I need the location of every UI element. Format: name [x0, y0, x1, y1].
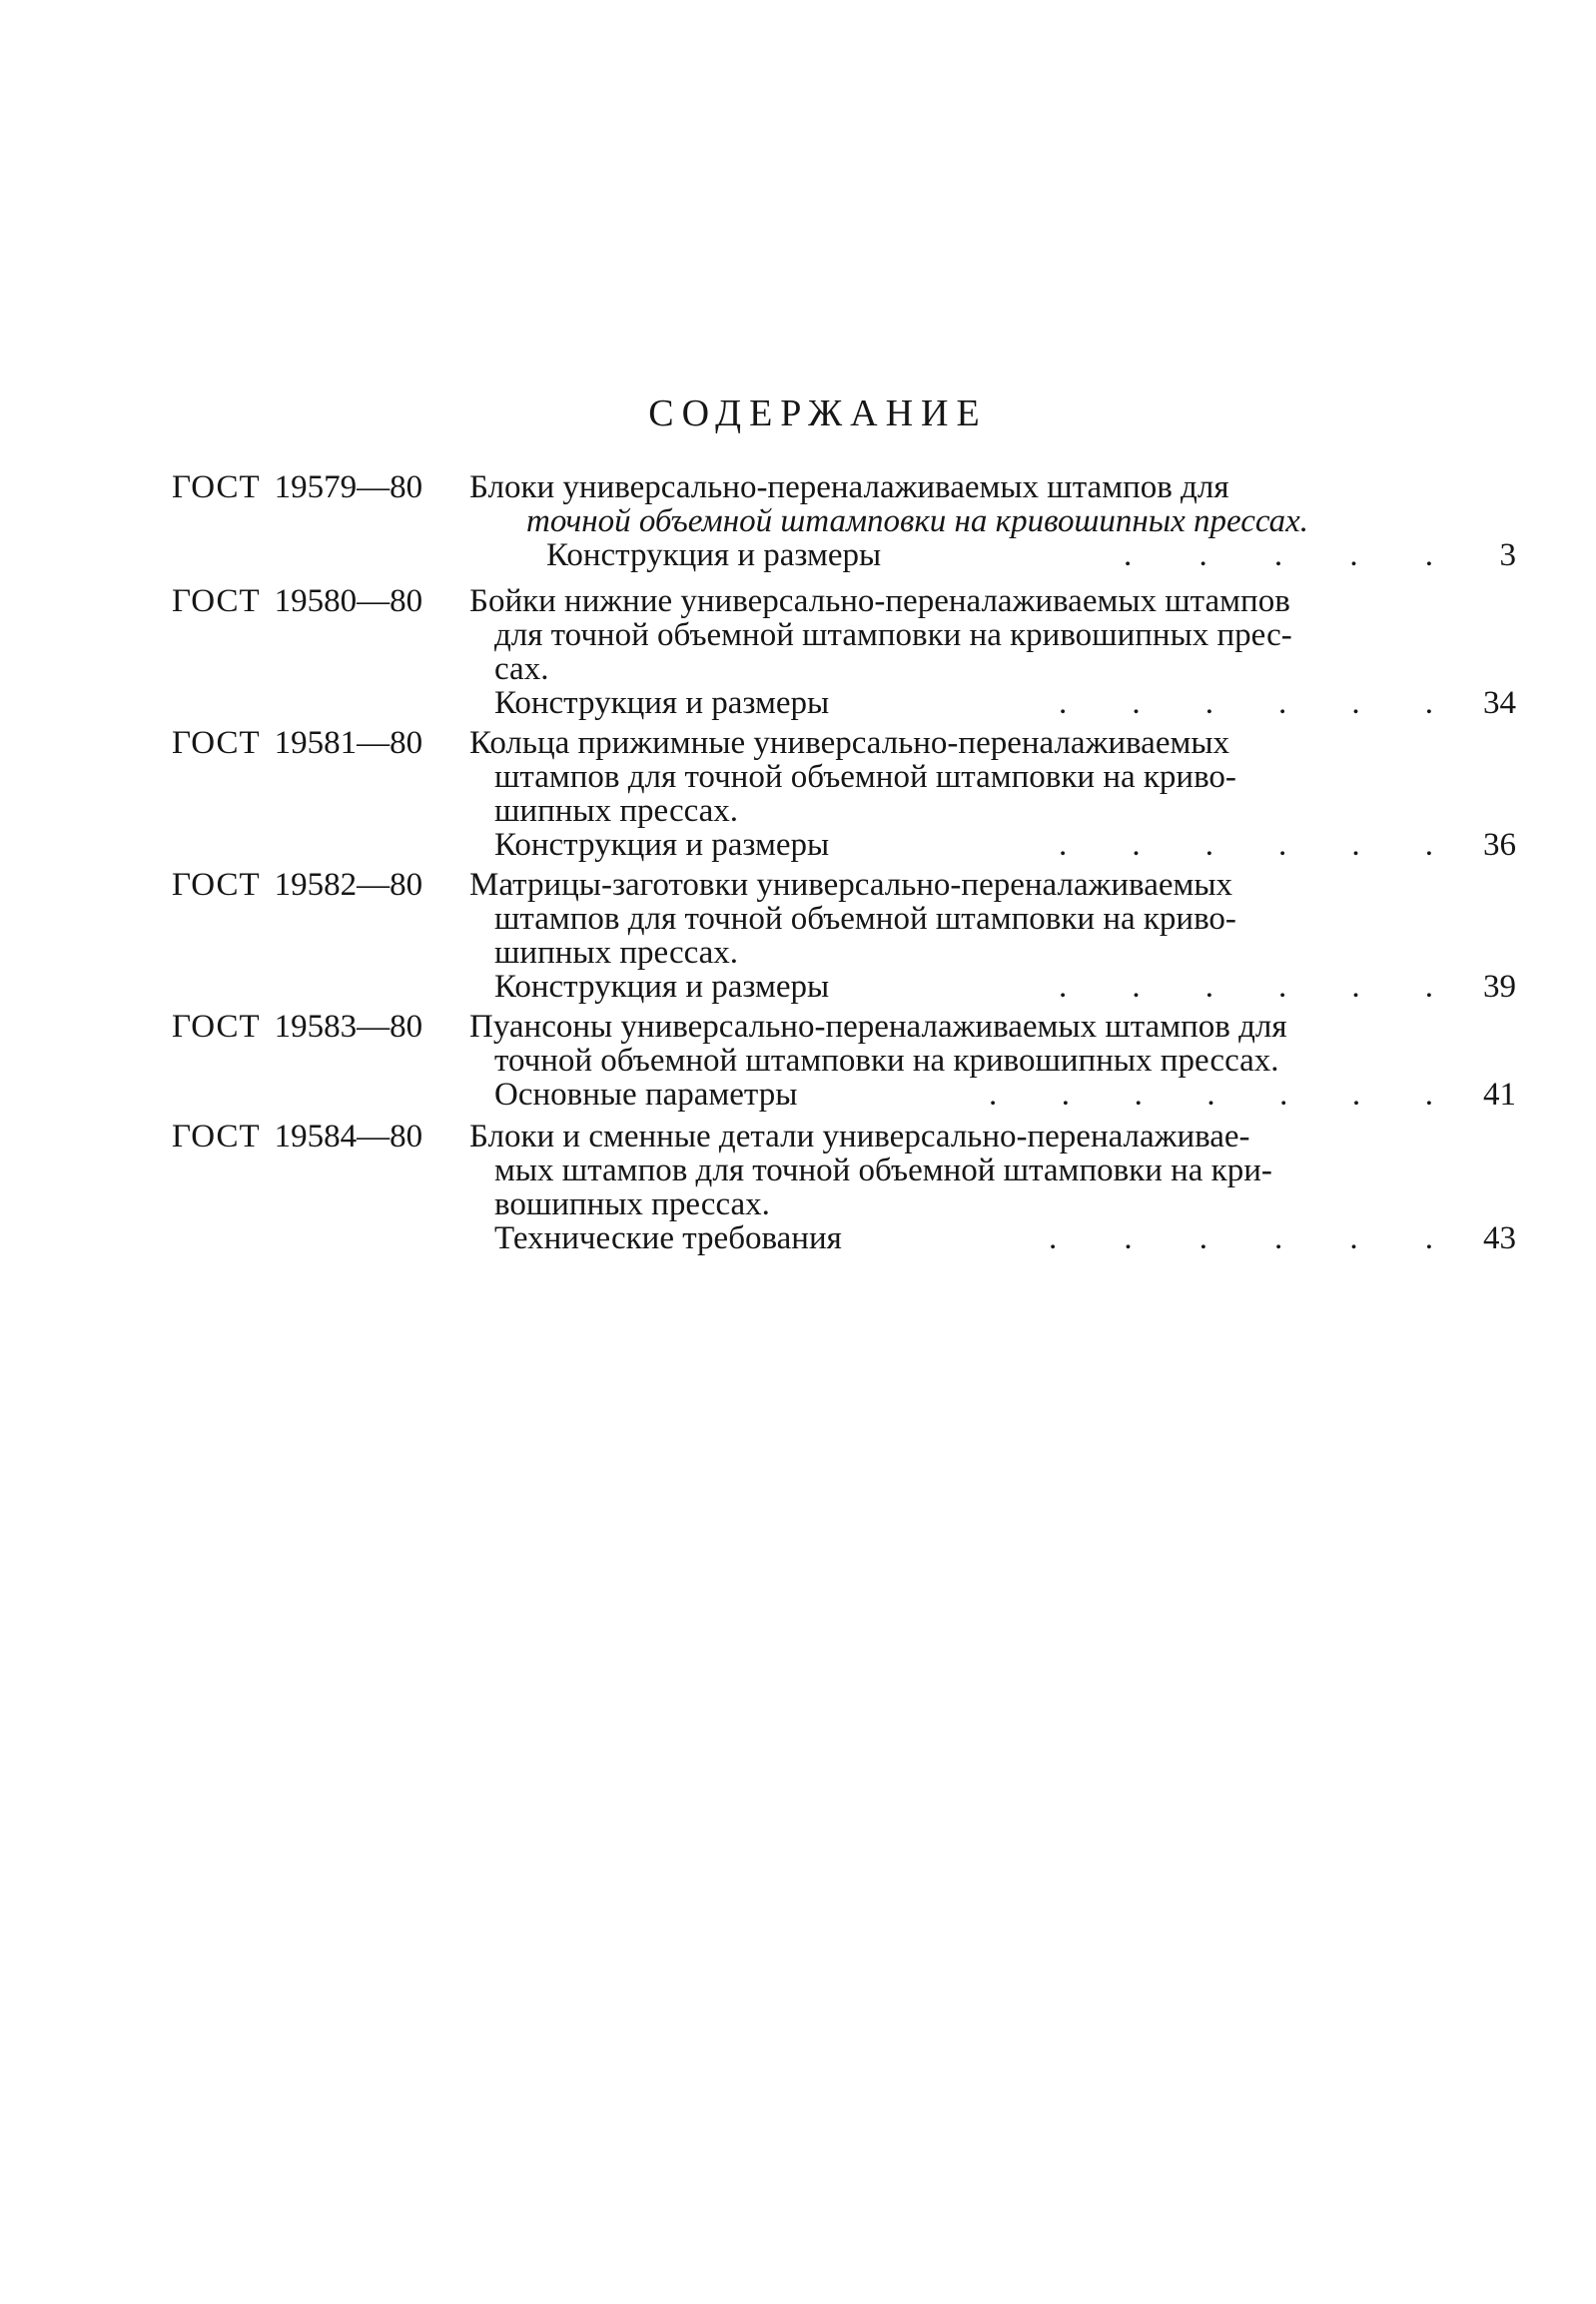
gost-label: ГОСТ [172, 1009, 261, 1045]
dot-leader: . . . . . . [1059, 827, 1433, 863]
toc-entry-19580[interactable] [0, 579, 1596, 719]
page-number: 43 [1483, 1220, 1516, 1256]
entry-subtitle: Технические требования [494, 1220, 842, 1256]
page-number: 41 [1483, 1077, 1516, 1113]
gost-code [172, 1009, 422, 1045]
entry-subtitle: Конструкция и размеры [494, 827, 830, 863]
dot-leader: . . . . . . [1059, 685, 1433, 721]
gost-code [172, 583, 422, 619]
entry-title-line-2: точной объемной штамповки на кривошипных прессах. [494, 1043, 1279, 1079]
gost-code [172, 867, 422, 903]
gost-number: 19583—80 [274, 1009, 423, 1045]
entry-subtitle: Основные параметры [494, 1077, 798, 1113]
toc-entry-19581[interactable] [0, 721, 1596, 861]
dot-leader: . . . . . . . [989, 1077, 1433, 1113]
dot-leader: . . . . . . [1059, 969, 1433, 1005]
entry-title-line-3: вошипных прессах. [494, 1186, 770, 1222]
entry-title-line-2: мых штампов для точной объемной штамповки на кри- [494, 1152, 1272, 1188]
entry-title-line-1: Блоки и сменные детали универсально-переналаживае- [469, 1119, 1250, 1154]
gost-number: 19581—80 [274, 725, 423, 761]
entry-title-line-1 [469, 469, 1468, 505]
toc-entry-19579[interactable] [0, 465, 1596, 575]
page-number: 3 [1499, 537, 1516, 573]
entry-title-line-1: Матрицы-заготовки универсально-переналаживаемых [469, 867, 1233, 903]
gost-number: 19580—80 [274, 583, 423, 619]
gost-number: 19582—80 [274, 867, 423, 903]
entry-subtitle: Конструкция и размеры [494, 685, 830, 721]
entry-subtitle: Конструкция и размеры [546, 537, 882, 573]
toc-entry-19584[interactable] [0, 1115, 1596, 1254]
gost-label: ГОСТ [172, 867, 261, 903]
page-number: 36 [1483, 827, 1516, 863]
page-number: 39 [1483, 969, 1516, 1005]
entry-title-line-3: шипных прессах. [494, 935, 739, 971]
entry-title-line-2: штампов для точной объемной штамповки на криво- [494, 901, 1236, 937]
entry-title-line-1: Бойки нижние универсально-переналаживаемых штампов [469, 583, 1290, 619]
entry-title-line-3: сах. [494, 651, 549, 687]
gost-label: ГОСТ [172, 725, 261, 761]
entry-title-line-3: шипных прессах. [494, 793, 739, 829]
entry-title-line-1: Кольца прижимные универсально-переналаживаемых [469, 725, 1230, 761]
page-title: СОДЕРЖАНИЕ [648, 392, 988, 434]
gost-number: 19579—80 [274, 469, 423, 505]
entry-title-line-2: точной объемной штамповки на кривошипных прессах. [526, 503, 1309, 539]
gost-code [172, 1119, 422, 1154]
toc-entry-19583[interactable] [0, 1005, 1596, 1113]
gost-label: ГОСТ [172, 1119, 261, 1154]
gost-number: 19584—80 [274, 1119, 423, 1154]
dot-leader: . . . . . . [1049, 1220, 1433, 1256]
entry-title-line-2: штампов для точной объемной штамповки на криво- [494, 759, 1236, 795]
gost-code [172, 469, 422, 505]
gost-label: ГОСТ [172, 583, 261, 619]
entry-text: Блоки универсально-переналаживаемых штампов для [469, 469, 1229, 505]
entry-title-line-1: Пуансоны универсально-переналаживаемых штампов для [469, 1009, 1287, 1045]
page-number: 34 [1483, 685, 1516, 721]
entry-subtitle: Конструкция и размеры [494, 969, 830, 1005]
gost-code [172, 725, 422, 761]
toc-entry-19582[interactable] [0, 863, 1596, 1003]
gost-label: ГОСТ [172, 469, 261, 505]
entry-title-line-2: для точной объемной штамповки на кривошипных прес- [494, 617, 1292, 653]
dot-leader: . . . . . [1124, 537, 1433, 573]
